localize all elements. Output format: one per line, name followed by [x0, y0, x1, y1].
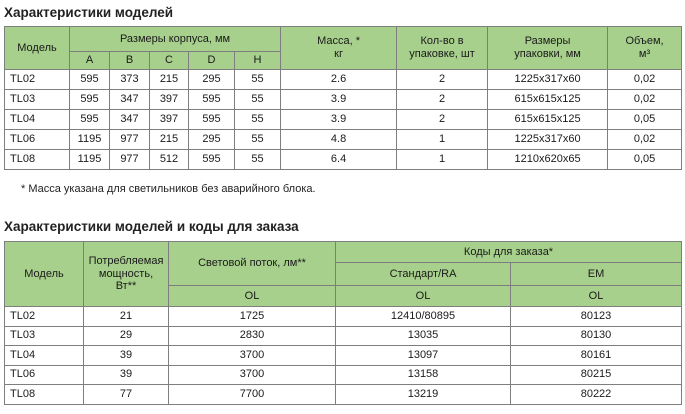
- table-cell: 215: [150, 130, 189, 150]
- table-cell: 2.6: [281, 70, 397, 90]
- table-cell: 0,05: [608, 110, 682, 130]
- model-cell: TL03: [5, 90, 70, 110]
- header-ol-flux: OL: [169, 286, 336, 307]
- table-row: [5, 130, 682, 150]
- table-cell: 13097: [336, 346, 511, 366]
- table-cell: 3.9: [281, 90, 397, 110]
- table-cell: 347: [110, 110, 150, 130]
- table-cell: 512: [150, 150, 189, 170]
- table-cell: 80215: [511, 365, 682, 385]
- table-cell: 21: [84, 307, 169, 327]
- table-cell: 0,05: [608, 150, 682, 170]
- header-standard: Стандарт/RA: [336, 263, 511, 286]
- table-cell: 595: [70, 70, 110, 90]
- table-cell: 1210x620x65: [488, 150, 608, 170]
- header-mass: Масса, * кг: [281, 27, 397, 70]
- table-cell: 39: [84, 365, 169, 385]
- table-cell: 373: [110, 70, 150, 90]
- table-cell: 80222: [511, 385, 682, 405]
- table-cell: 55: [235, 110, 281, 130]
- table-cell: 595: [189, 90, 235, 110]
- model-cell: TL04: [5, 346, 84, 366]
- table-cell: 55: [235, 90, 281, 110]
- model-cell: TL04: [5, 110, 70, 130]
- table-cell: 595: [70, 110, 110, 130]
- table-cell: 615x615x125: [488, 90, 608, 110]
- model-cell: TL03: [5, 326, 84, 346]
- table-row: [5, 346, 682, 366]
- table-cell: 615x615x125: [488, 110, 608, 130]
- models-table: [4, 26, 682, 170]
- table-cell: 1: [397, 150, 488, 170]
- header-ol-em: OL: [511, 286, 682, 307]
- table-cell: 80130: [511, 326, 682, 346]
- table-cell: 1195: [70, 130, 110, 150]
- table-cell: 0,02: [608, 90, 682, 110]
- header-volume: Объем, м³: [608, 27, 682, 70]
- table-cell: 12410/80895: [336, 307, 511, 327]
- table1-title: Характеристики моделей: [4, 5, 174, 20]
- table-cell: 397: [150, 90, 189, 110]
- header-dim-h: H: [235, 52, 281, 70]
- table-cell: 1: [397, 130, 488, 150]
- model-cell: TL06: [5, 130, 70, 150]
- model-cell: TL06: [5, 365, 84, 385]
- table-cell: 1225x317x60: [488, 70, 608, 90]
- table-cell: 0,02: [608, 70, 682, 90]
- header-em: EM: [511, 263, 682, 286]
- header-codes: Коды для заказа*: [336, 242, 682, 263]
- model-cell: TL08: [5, 150, 70, 170]
- table-cell: 4.8: [281, 130, 397, 150]
- table-cell: 55: [235, 150, 281, 170]
- table-cell: 3.9: [281, 110, 397, 130]
- header-dim-a: A: [70, 52, 110, 70]
- table-row: [5, 365, 682, 385]
- header-power: Потребляемая мощность, Вт**: [84, 242, 169, 307]
- model-cell: TL08: [5, 385, 84, 405]
- table-row: [5, 326, 682, 346]
- header-qty: Кол-во в упаковке, шт: [397, 27, 488, 70]
- table-cell: 595: [189, 150, 235, 170]
- table-cell: 3700: [169, 346, 336, 366]
- header-model: Модель: [5, 27, 70, 70]
- table-row: [5, 90, 682, 110]
- model-cell: TL02: [5, 307, 84, 327]
- table-cell: 347: [110, 90, 150, 110]
- table-cell: 13158: [336, 365, 511, 385]
- table-row: [5, 110, 682, 130]
- table2-title: Характеристики моделей и коды для заказа: [4, 219, 299, 234]
- table-cell: 977: [110, 130, 150, 150]
- table-cell: 215: [150, 70, 189, 90]
- table-cell: 55: [235, 130, 281, 150]
- header-dimensions: Размеры корпуса, мм: [70, 27, 281, 52]
- table-row: [5, 307, 682, 327]
- table-cell: 1195: [70, 150, 110, 170]
- header-dim-b: B: [110, 52, 150, 70]
- table-cell: 0,02: [608, 130, 682, 150]
- mass-footnote: * Масса указана для светильников без аварийного блока.: [21, 183, 316, 195]
- table-cell: 80161: [511, 346, 682, 366]
- header-pack: Размеры упаковки, мм: [488, 27, 608, 70]
- table-cell: 13035: [336, 326, 511, 346]
- table-cell: 2: [397, 90, 488, 110]
- table-cell: 977: [110, 150, 150, 170]
- table-cell: 295: [189, 70, 235, 90]
- table-cell: 1225x317x60: [488, 130, 608, 150]
- header-dim-d: D: [189, 52, 235, 70]
- table-cell: 7700: [169, 385, 336, 405]
- table-cell: 13219: [336, 385, 511, 405]
- table-cell: 80123: [511, 307, 682, 327]
- table-row: [5, 150, 682, 170]
- header-ol-standard: OL: [336, 286, 511, 307]
- table-cell: 2: [397, 110, 488, 130]
- table-cell: 2: [397, 70, 488, 90]
- table-cell: 397: [150, 110, 189, 130]
- table-cell: 295: [189, 130, 235, 150]
- table-cell: 2830: [169, 326, 336, 346]
- table-cell: 1725: [169, 307, 336, 327]
- table-row: [5, 70, 682, 90]
- header-dim-c: C: [150, 52, 189, 70]
- model-cell: TL02: [5, 70, 70, 90]
- table-cell: 39: [84, 346, 169, 366]
- table-cell: 595: [70, 90, 110, 110]
- table-row: [5, 385, 682, 405]
- table-cell: 3700: [169, 365, 336, 385]
- table-cell: 6.4: [281, 150, 397, 170]
- header-flux: Световой поток, лм**: [169, 242, 336, 286]
- order-codes-table: [4, 241, 682, 405]
- table-cell: 55: [235, 70, 281, 90]
- table-cell: 595: [189, 110, 235, 130]
- header-model: Модель: [5, 242, 84, 307]
- table-cell: 29: [84, 326, 169, 346]
- table-cell: 77: [84, 385, 169, 405]
